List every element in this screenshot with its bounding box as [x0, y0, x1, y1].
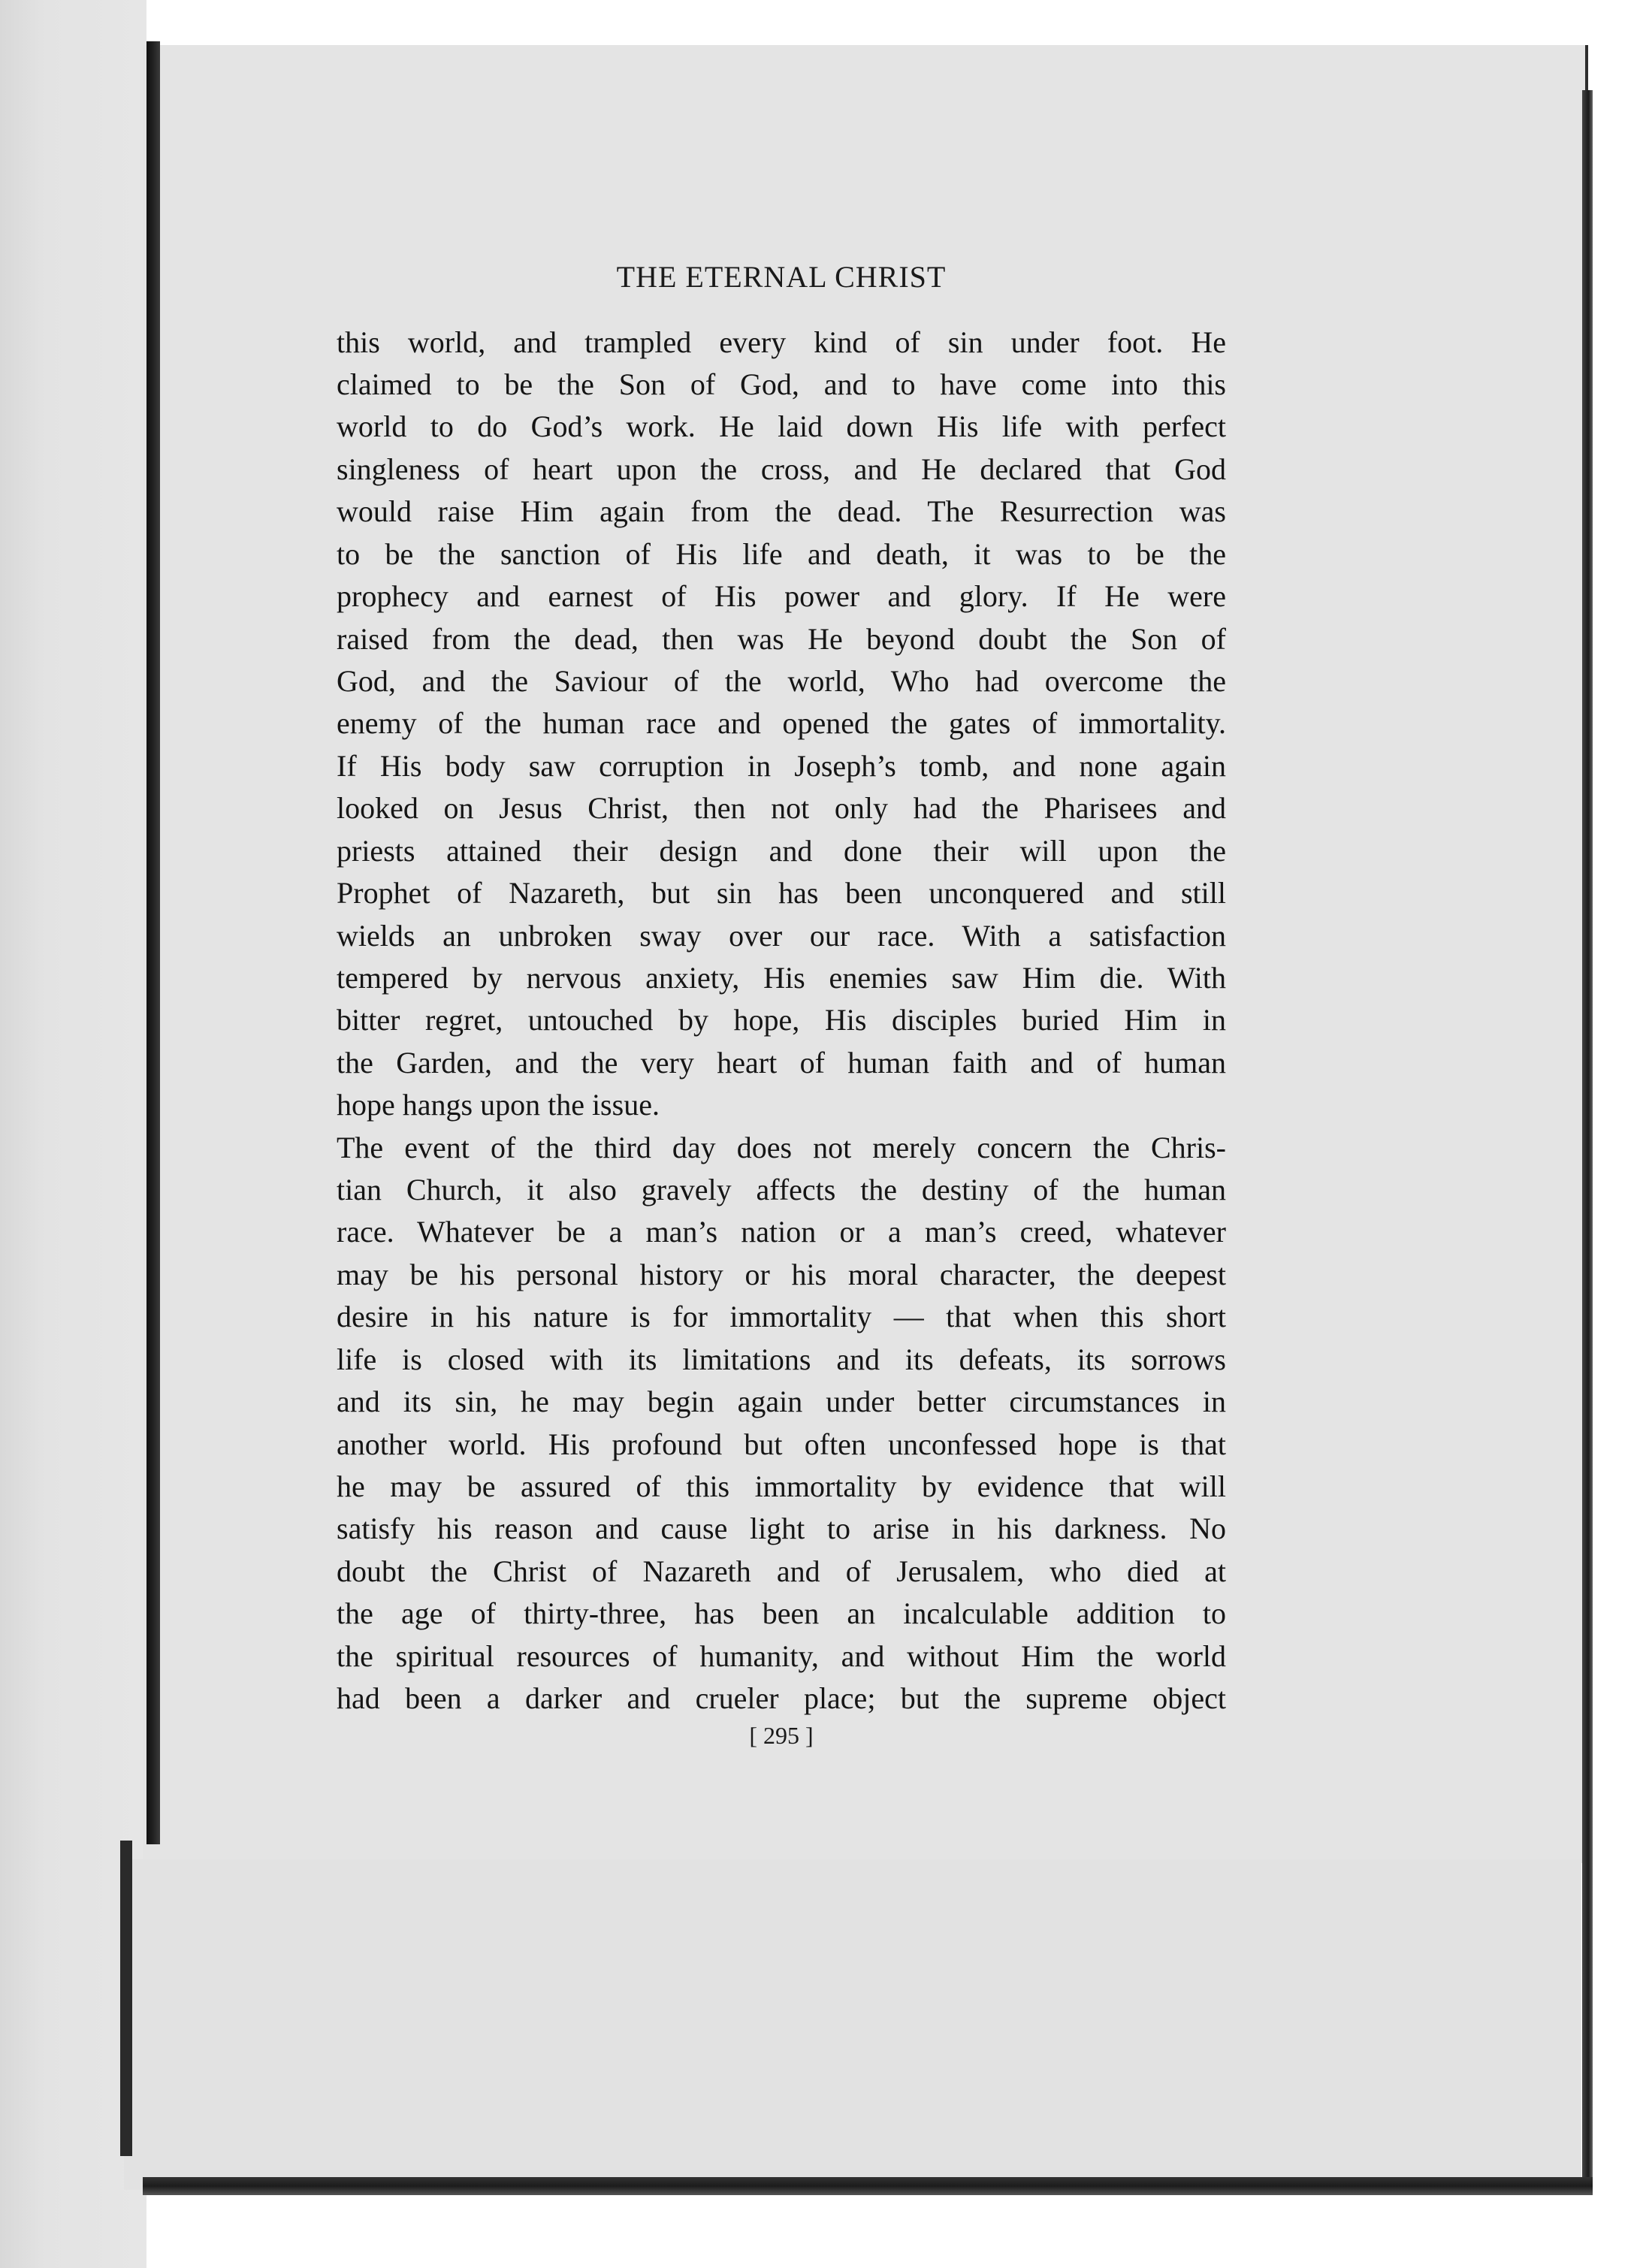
- text-line: he may be assured of this immortality by evidence that will: [337, 1469, 1226, 1503]
- text-line: looked on Jesus Christ, then not only had the Pharisees and: [337, 791, 1226, 825]
- page-bottom-edge: [143, 2177, 1593, 2195]
- text-line: tian Church, it also gravely affects the destiny of the human: [337, 1173, 1226, 1206]
- text-line: singleness of heart upon the cross, and He declared that God: [337, 452, 1226, 486]
- text-line: prophecy and earnest of His power and glory. If He were: [337, 579, 1226, 613]
- text-line: would raise Him again from the dead. The Resurrection was: [337, 494, 1226, 528]
- text-line: doubt the Christ of Nazareth and of Jerusalem, who died at: [337, 1554, 1226, 1588]
- text-line: the age of thirty-three, has been an incalculable addition to: [337, 1596, 1226, 1630]
- text-line: The event of the third day does not merely concern the Chris-: [337, 1131, 1226, 1164]
- text-line: the spiritual resources of humanity, and without Him the world: [337, 1639, 1226, 1673]
- text-line: desire in his nature is for immortality — that when this short: [337, 1300, 1226, 1333]
- text-line: had been a darker and crueler place; but the supreme object: [337, 1681, 1226, 1715]
- text-line: another world. His profound but often unconfessed hope is that: [337, 1427, 1226, 1461]
- text-line: Prophet of Nazareth, but sin has been unconquered and still: [337, 876, 1226, 910]
- text-line: wields an unbroken sway over our race. With a satisfaction: [337, 919, 1226, 953]
- text-line: the Garden, and the very heart of human faith and of human: [337, 1046, 1226, 1080]
- text-line: this world, and trampled every kind of sin under foot. He: [337, 325, 1226, 359]
- page-number: [ 295 ]: [749, 1722, 814, 1749]
- text-line: hope hangs upon the issue.: [337, 1088, 660, 1122]
- text-line: God, and the Saviour of the world, Who had overcome the: [337, 664, 1226, 698]
- text-line: life is closed with its limitations and its defeats, its sorrows: [337, 1342, 1226, 1376]
- text-line: claimed to be the Son of God, and to have come into this: [337, 367, 1226, 401]
- text-line: race. Whatever be a man’s nation or a man’s creed, whatever: [337, 1215, 1226, 1249]
- text-line: satisfy his reason and cause light to arise in his darkness. No: [337, 1511, 1226, 1545]
- text-line: world to do God’s work. He laid down His life with perfect: [337, 409, 1226, 443]
- text-line: enemy of the human race and opened the gates of immortality.: [337, 706, 1226, 740]
- book-gutter: [146, 41, 160, 1844]
- book-gutter-lower: [120, 1841, 132, 2156]
- text-line: If His body saw corruption in Joseph’s tomb, and none again: [337, 749, 1226, 783]
- text-line: may be his personal history or his moral character, the deepest: [337, 1258, 1226, 1291]
- text-line: bitter regret, untouched by hope, His disciples buried Him in: [337, 1003, 1226, 1037]
- page-sheet-lower: [124, 1859, 1581, 2190]
- text-line: and its sin, he may begin again under better circumstances in: [337, 1385, 1226, 1418]
- text-line: tempered by nervous anxiety, His enemies saw Him die. With: [337, 961, 1226, 995]
- page-right-edge: [1582, 90, 1593, 2194]
- text-line: to be the sanction of His life and death, it was to be the: [337, 537, 1226, 571]
- running-head: THE ETERNAL CHRIST: [616, 260, 947, 294]
- text-line: raised from the dead, then was He beyond doubt the Son of: [337, 622, 1226, 656]
- text-line: priests attained their design and done their will upon the: [337, 834, 1226, 868]
